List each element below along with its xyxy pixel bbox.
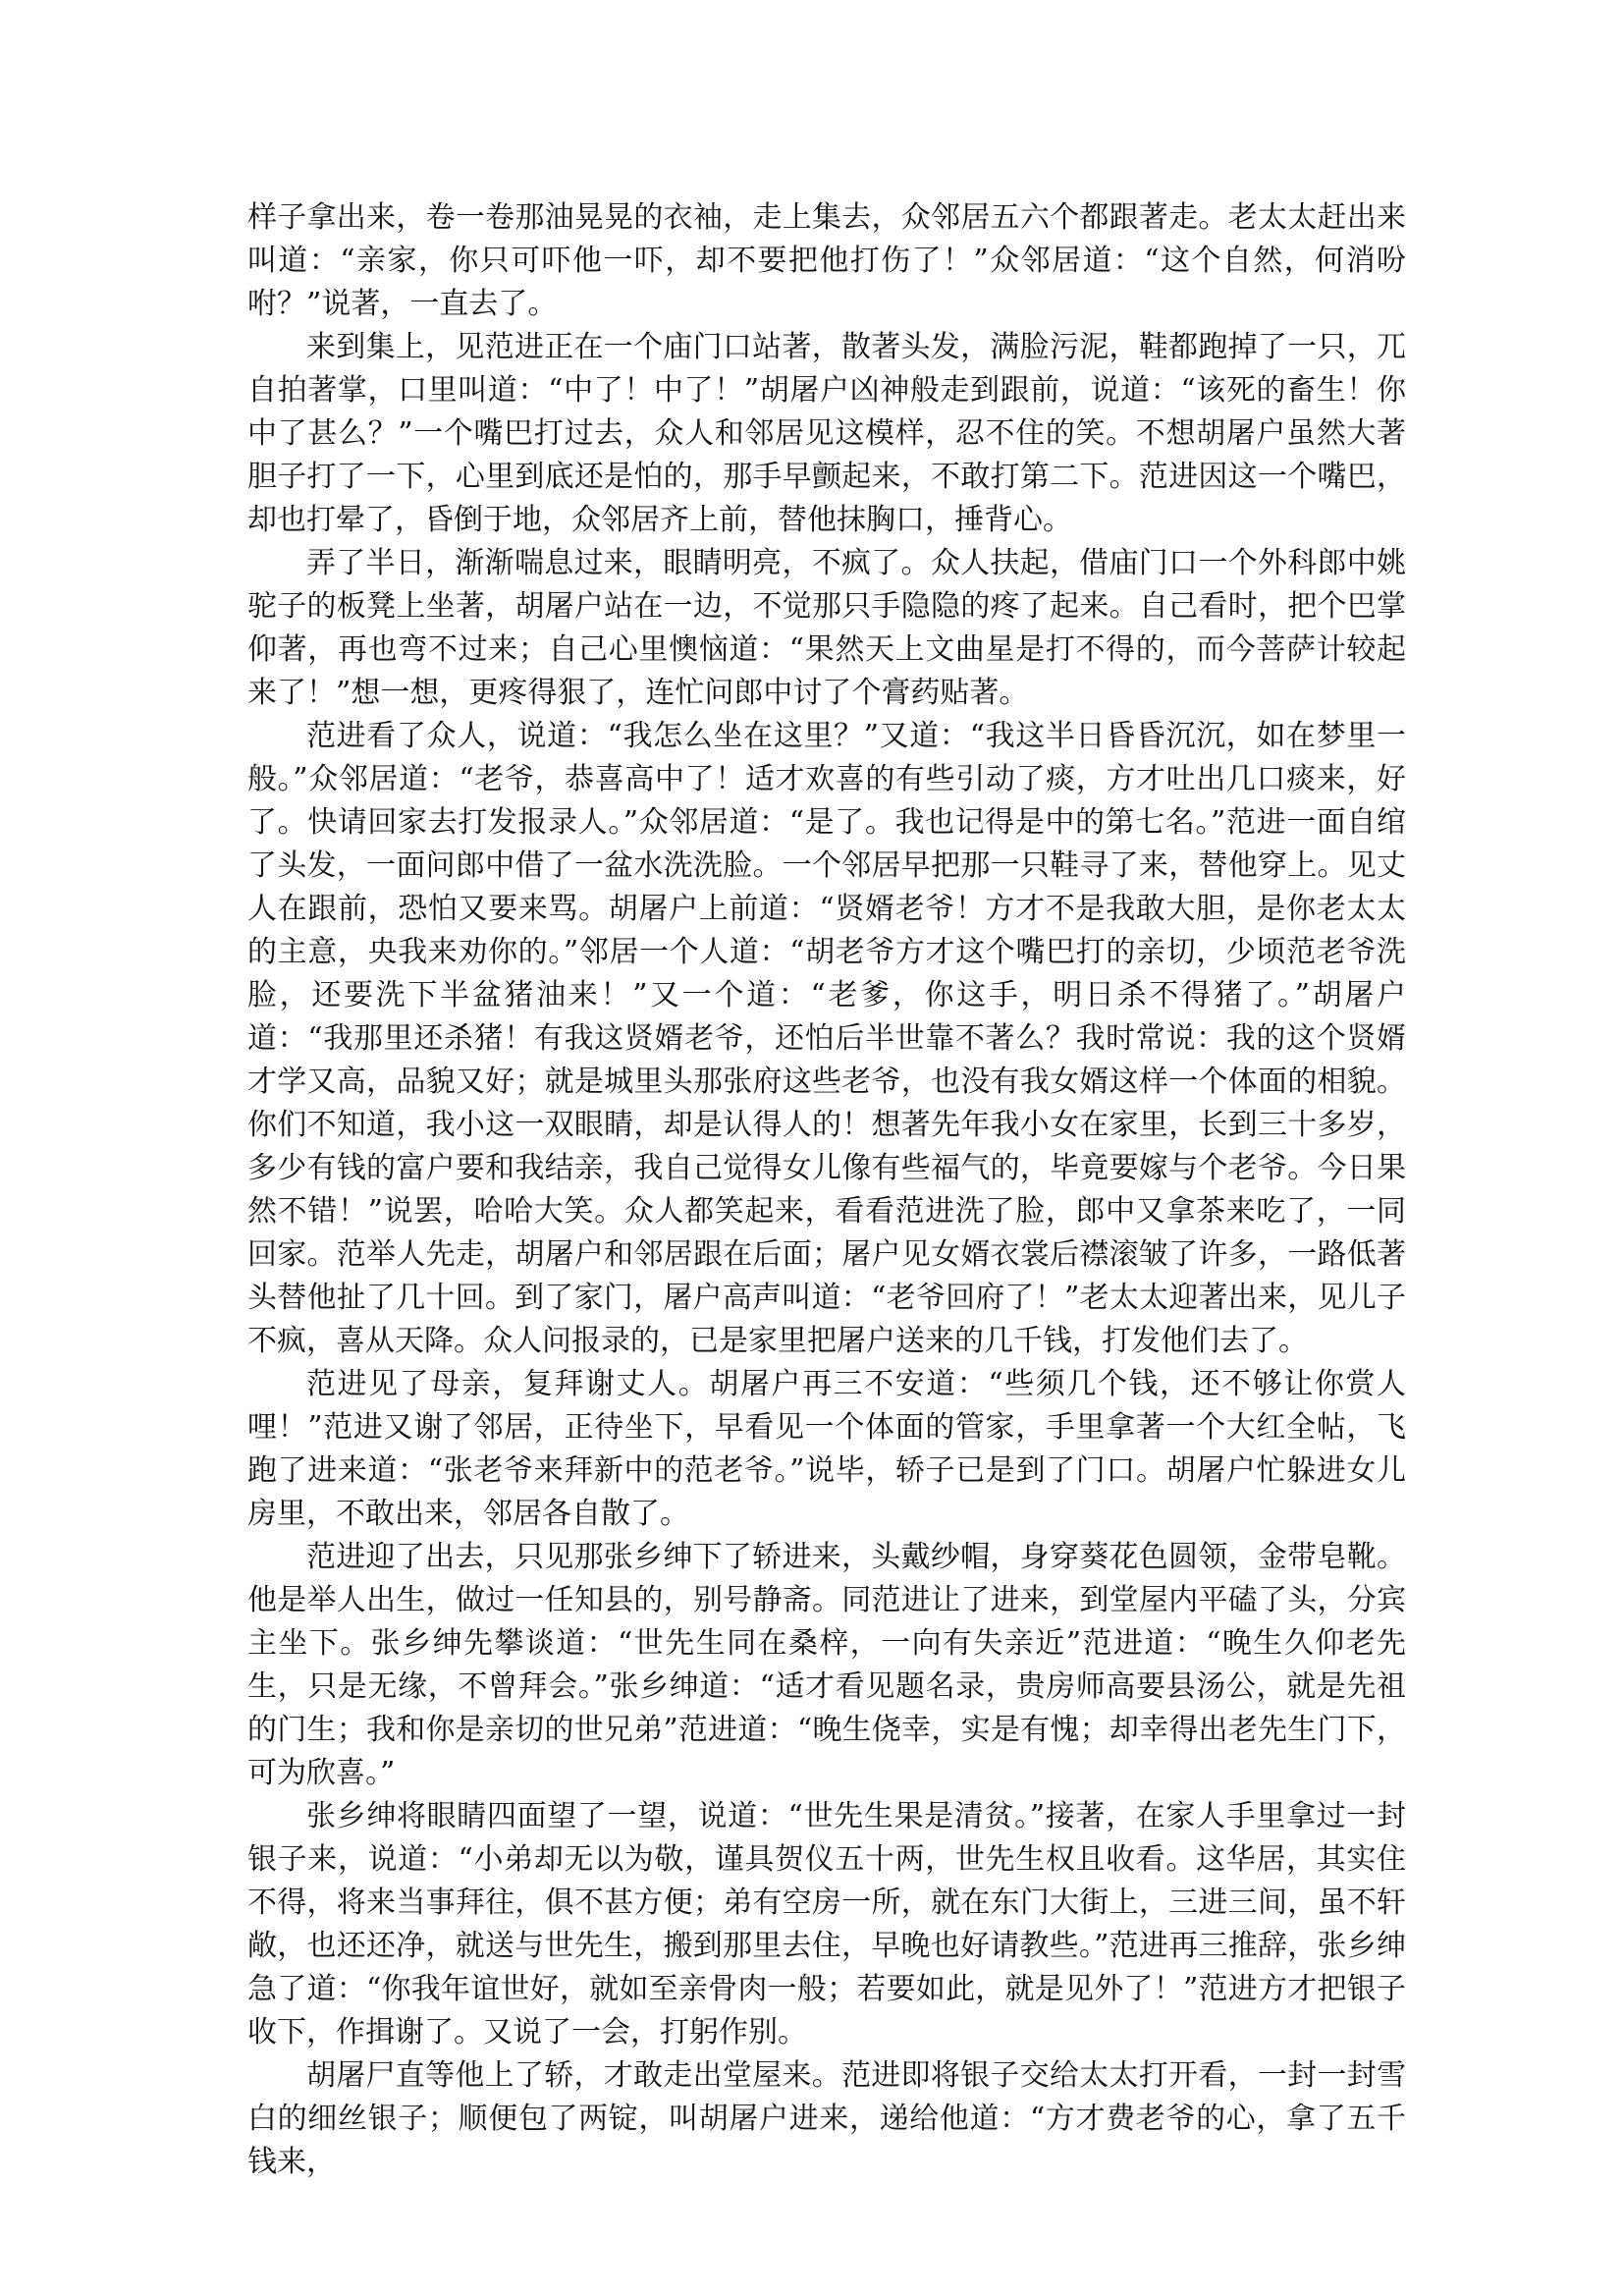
paragraph-1: 样子拿出来，卷一卷那油晃晃的衣袖，走上集去，众邻居五六个都跟著走。老太太赶出来叫道：“亲家，你只可吓他一吓，却不要把他打伤了！”众邻居道：“这个自然，何消吩咐？”说著，一直去了。 (247, 200, 1406, 321)
paragraph-5: 范进见了母亲，复拜谢丈人。胡屠户再三不安道：“些须几个钱，还不够让你赏人哩！”范进又谢了邻居，正待坐下，早看见一个体面的管家，手里拿著一个大红全帖，飞跑了进来道：“张老爷来拜新中的范老爷。”说毕，轿子已是到了门口。胡屠户忙躲进女儿房里，不敢出来，邻居各自散了。 (247, 1367, 1406, 1531)
paragraph-4: 范进看了众人，说道：“我怎么坐在这里？”又道：“我这半日昏昏沉沉，如在梦里一般。”众邻居道：“老爷，恭喜高中了！适才欢喜的有些引动了痰，方才吐出几口痰来，好了。快请回家去打发报录人。”众邻居道：“是了。我也记得是中的第七名。”范进一面自绾了头发，一面问郎中借了一盆水洗洗脸。一个邻居早把那一只鞋寻了来，替他穿上。见丈人在跟前，恐怕又要来骂。胡屠户上前道：“贤婿老爷！方才不是我敢大胆，是你老太太的主意，央我来劝你的。”邻居一个人道：“胡老爷方才这个嘴巴打的亲切，少顷范老爷洗脸，还要洗下半盆猪油来！”又一个道：“老爹，你这手，明日杀不得猪了。”胡屠户道：“我那里还杀猪！有我这贤婿老爷，还怕后半世靠不著么？我时常说：我的这个贤婿才学又高，品貌又好；就是城里头那张府这些老爷，也没有我女婿这样一个体面的相貌。你们不知道，我小这一双眼睛，却是认得人的！想著先年我小女在家里，长到三十多岁，多少有钱的富户要和我结亲，我自己觉得女儿像有些福气的，毕竟要嫁与个老爷。今日果然不错！”说罢，哈哈大笑。众人都笑起来，看看范进洗了脸，郎中又拿茶来吃了，一同回家。范举人先走，胡屠户和邻居跟在后面；屠户见女婿衣裳后襟滚皱了许多，一路低著头替他扯了几十回。到了家门，屠户高声叫道：“老爷回府了！”老太太迎著出来，见儿子不疯，喜从天降。众人问报录的，已是家里把屠户送来的几千钱，打发他们去了。 (247, 719, 1406, 1358)
paragraph-3: 弄了半日，渐渐喘息过来，眼睛明亮，不疯了。众人扶起，借庙门口一个外科郎中姚驼子的板凳上坐著，胡屠户站在一边，不觉那只手隐隐的疼了起来。自己看时，把个巴掌仰著，再也弯不过来；自己心里懊恼道：“果然天上文曲星是打不得的，而今菩萨计较起来了！”想一想，更疼得狠了，连忙问郎中讨了个膏药贴著。 (247, 546, 1406, 710)
document-page (247, 196, 1406, 2184)
paragraph-6: 范进迎了出去，只见那张乡绅下了轿进来，头戴纱帽，身穿葵花色圆领，金带皂靴。他是举人出生，做过一任知县的，别号静斋。同范进让了进来，到堂屋内平磕了头，分宾主坐下。张乡绅先攀谈道：“世先生同在桑梓，一向有失亲近”范进道：“晚生久仰老先生，只是无缘，不曾拜会。”张乡绅道：“适才看见题名录，贵房师高要县汤公，就是先祖的门生；我和你是亲切的世兄弟”范进道：“晚生侥幸，实是有愧；却幸得出老先生门下，可为欣喜。” (247, 1540, 1406, 1790)
paragraph-2: 来到集上，见范进正在一个庙门口站著，散著头发，满脸污泥，鞋都跑掉了一只，兀自拍著掌，口里叫道：“中了！中了！”胡屠户凶神般走到跟前，说道：“该死的畜生！你中了甚么？”一个嘴巴打过去，众人和邻居见这模样，忍不住的笑。不想胡屠户虽然大著胆子打了一下，心里到底还是怕的，那手早颤起来，不敢打第二下。范进因这一个嘴巴，却也打晕了，昏倒于地，众邻居齐上前，替他抹胸口，捶背心。 (247, 330, 1406, 537)
paragraph-8: 胡屠尸直等他上了轿，才敢走出堂屋来。范进即将银子交给太太打开看，一封一封雪白的细丝银子；顺便包了两锭，叫胡屠户进来，递给他道：“方才费老爷的心，拿了五千钱来， (247, 2058, 1406, 2179)
paragraph-7: 张乡绅将眼睛四面望了一望，说道：“世先生果是清贫。”接著，在家人手里拿过一封银子来，说道：“小弟却无以为敬，谨具贺仪五十两，世先生权且收看。这华居，其实住不得，将来当事拜往，俱不甚方便；弟有空房一所，就在东门大街上，三进三间，虽不轩敞，也还还净，就送与世先生，搬到那里去住，早晚也好请教些。”范进再三推辞，张乡绅急了道：“你我年谊世好，就如至亲骨肉一般；若要如此，就是见外了！”范进方才把银子收下，作揖谢了。又说了一会，打躬作别。 (247, 1799, 1406, 2050)
